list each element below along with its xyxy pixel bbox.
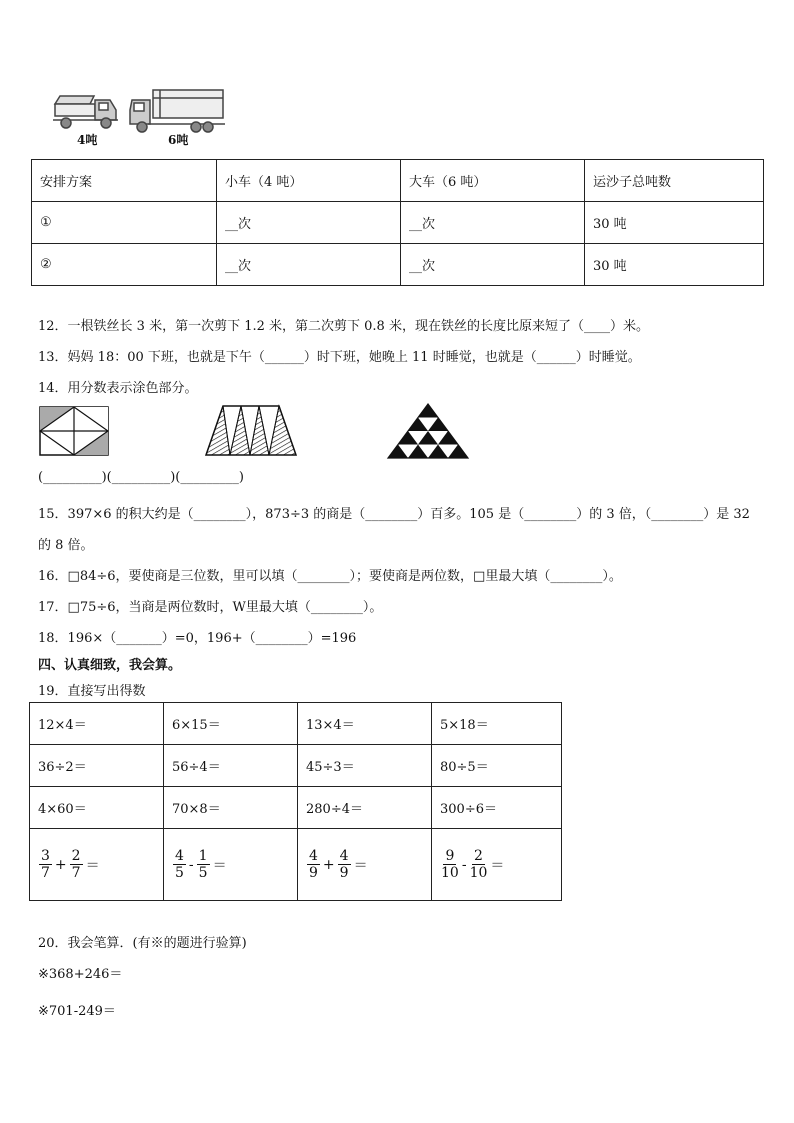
calc-cell: 5×18＝ bbox=[432, 703, 562, 745]
table-row bbox=[32, 202, 764, 244]
table-row bbox=[30, 829, 562, 901]
table-row bbox=[32, 244, 764, 286]
question-17: 17．□75÷6，当商是两位数时，W里最大填（________）。 bbox=[38, 600, 383, 615]
denominator: 7 bbox=[41, 865, 50, 881]
plan-table-header-row bbox=[32, 160, 764, 202]
numerator: 2 bbox=[71, 848, 81, 864]
calc-cell: 6×15＝ bbox=[164, 703, 298, 745]
small-truck-icon bbox=[53, 96, 118, 128]
operator: + bbox=[54, 856, 67, 873]
calc-cell: 36÷2＝ bbox=[30, 745, 164, 787]
question-16: 16．□84÷6，要使商是三位数，里可以填（________）；要使商是两位数，□里最大填（________）。 bbox=[38, 569, 622, 584]
denominator: 9 bbox=[339, 865, 349, 881]
fraction-cell bbox=[432, 829, 562, 901]
plan-cell: 30 吨 bbox=[585, 244, 764, 286]
large-truck-icon bbox=[130, 90, 225, 132]
fraction bbox=[197, 848, 210, 881]
fraction bbox=[441, 848, 459, 881]
question-20-item-1: ※368+246＝ bbox=[38, 967, 123, 982]
fraction-cell bbox=[30, 829, 164, 901]
numerator: 4 bbox=[309, 848, 318, 864]
large-truck-label: 6吨 bbox=[168, 133, 189, 147]
table-row bbox=[30, 787, 562, 829]
plan-header-cell: 大车（6 吨） bbox=[401, 160, 585, 202]
question-14: 14．用分数表示涂色部分。 bbox=[38, 381, 198, 396]
fraction-cell bbox=[164, 829, 298, 901]
fraction bbox=[338, 848, 351, 881]
operator: - bbox=[461, 856, 467, 873]
fraction bbox=[70, 848, 83, 881]
equals-sign: ＝ bbox=[212, 857, 227, 874]
denominator: 7 bbox=[71, 865, 81, 881]
equals-sign: ＝ bbox=[85, 857, 100, 874]
plan-cell: 30 吨 bbox=[585, 202, 764, 244]
equals-sign: ＝ bbox=[490, 857, 505, 874]
numerator: 2 bbox=[474, 848, 483, 864]
fraction bbox=[307, 848, 320, 881]
shaded-rectangle-figure bbox=[39, 406, 109, 456]
calc-cell: 56÷4＝ bbox=[164, 745, 298, 787]
fraction bbox=[470, 848, 488, 881]
q14-answer-blanks: (_________)(_________)(_________) bbox=[38, 470, 244, 485]
plan-header-cell: 小车（4 吨） bbox=[217, 160, 401, 202]
denominator: 5 bbox=[175, 865, 184, 881]
table-row bbox=[30, 703, 562, 745]
table-row bbox=[30, 745, 562, 787]
question-19: 19．直接写出得数 bbox=[38, 684, 146, 699]
numerator: 9 bbox=[445, 848, 455, 864]
question-20-item-2: ※701-249＝ bbox=[38, 1004, 116, 1019]
calc-cell: 4×60＝ bbox=[30, 787, 164, 829]
denominator: 10 bbox=[441, 865, 459, 881]
calc-table bbox=[29, 702, 562, 901]
plan-cell: __次 bbox=[401, 202, 585, 244]
numerator: 1 bbox=[198, 848, 208, 864]
plan-cell: __次 bbox=[217, 202, 401, 244]
denominator: 9 bbox=[309, 865, 318, 881]
fraction bbox=[173, 848, 186, 881]
plan-table bbox=[31, 159, 764, 286]
question-15-line2: 的 8 倍。 bbox=[38, 538, 94, 553]
plan-cell: ② bbox=[32, 244, 217, 286]
calc-cell: 300÷6＝ bbox=[432, 787, 562, 829]
numerator: 4 bbox=[339, 848, 349, 864]
denominator: 10 bbox=[469, 865, 488, 881]
question-18: 18．196×（_______）=0，196+（________）=196 bbox=[38, 631, 357, 646]
plan-header-cell: 安排方案 bbox=[32, 160, 217, 202]
operator: - bbox=[188, 856, 194, 873]
numerator: 4 bbox=[175, 848, 184, 864]
plan-cell: ① bbox=[32, 202, 217, 244]
small-truck-label: 4吨 bbox=[77, 133, 98, 147]
question-12: 12．一根铁丝长 3 米，第一次剪下 1.2 米，第二次剪下 0.8 米，现在铁丝的长度比原来短了（____）米。 bbox=[38, 319, 649, 334]
fraction bbox=[39, 848, 52, 881]
plan-header-cell: 运沙子总吨数 bbox=[585, 160, 764, 202]
calc-cell: 12×4＝ bbox=[30, 703, 164, 745]
question-15-line1: 15．397×6 的积大约是（________），873÷3 的商是（________）百多。105 是（________）的 3 倍，（________）是 32 bbox=[38, 507, 750, 522]
denominator: 5 bbox=[198, 865, 208, 881]
calc-cell: 80÷5＝ bbox=[432, 745, 562, 787]
equals-sign: ＝ bbox=[353, 857, 368, 874]
fraction-cell bbox=[298, 829, 432, 901]
question-20: 20．我会笔算．(有※的题进行验算) bbox=[38, 936, 247, 951]
shaded-trapezoid-figure bbox=[203, 404, 299, 458]
section-4-heading: 四、认真细致，我会算。 bbox=[38, 658, 182, 673]
calc-cell: 45÷3＝ bbox=[298, 745, 432, 787]
calc-cell: 13×4＝ bbox=[298, 703, 432, 745]
shaded-triangle-figure bbox=[386, 402, 470, 460]
calc-cell: 280÷4＝ bbox=[298, 787, 432, 829]
question-13: 13．妈妈 18：00 下班，也就是下午（______）时下班，她晚上 11 时睡觉，也就是（______）时睡觉。 bbox=[38, 350, 641, 365]
calc-cell: 70×8＝ bbox=[164, 787, 298, 829]
operator: + bbox=[322, 856, 335, 873]
numerator: 3 bbox=[41, 848, 50, 864]
plan-cell: __次 bbox=[217, 244, 401, 286]
plan-cell: __次 bbox=[401, 244, 585, 286]
